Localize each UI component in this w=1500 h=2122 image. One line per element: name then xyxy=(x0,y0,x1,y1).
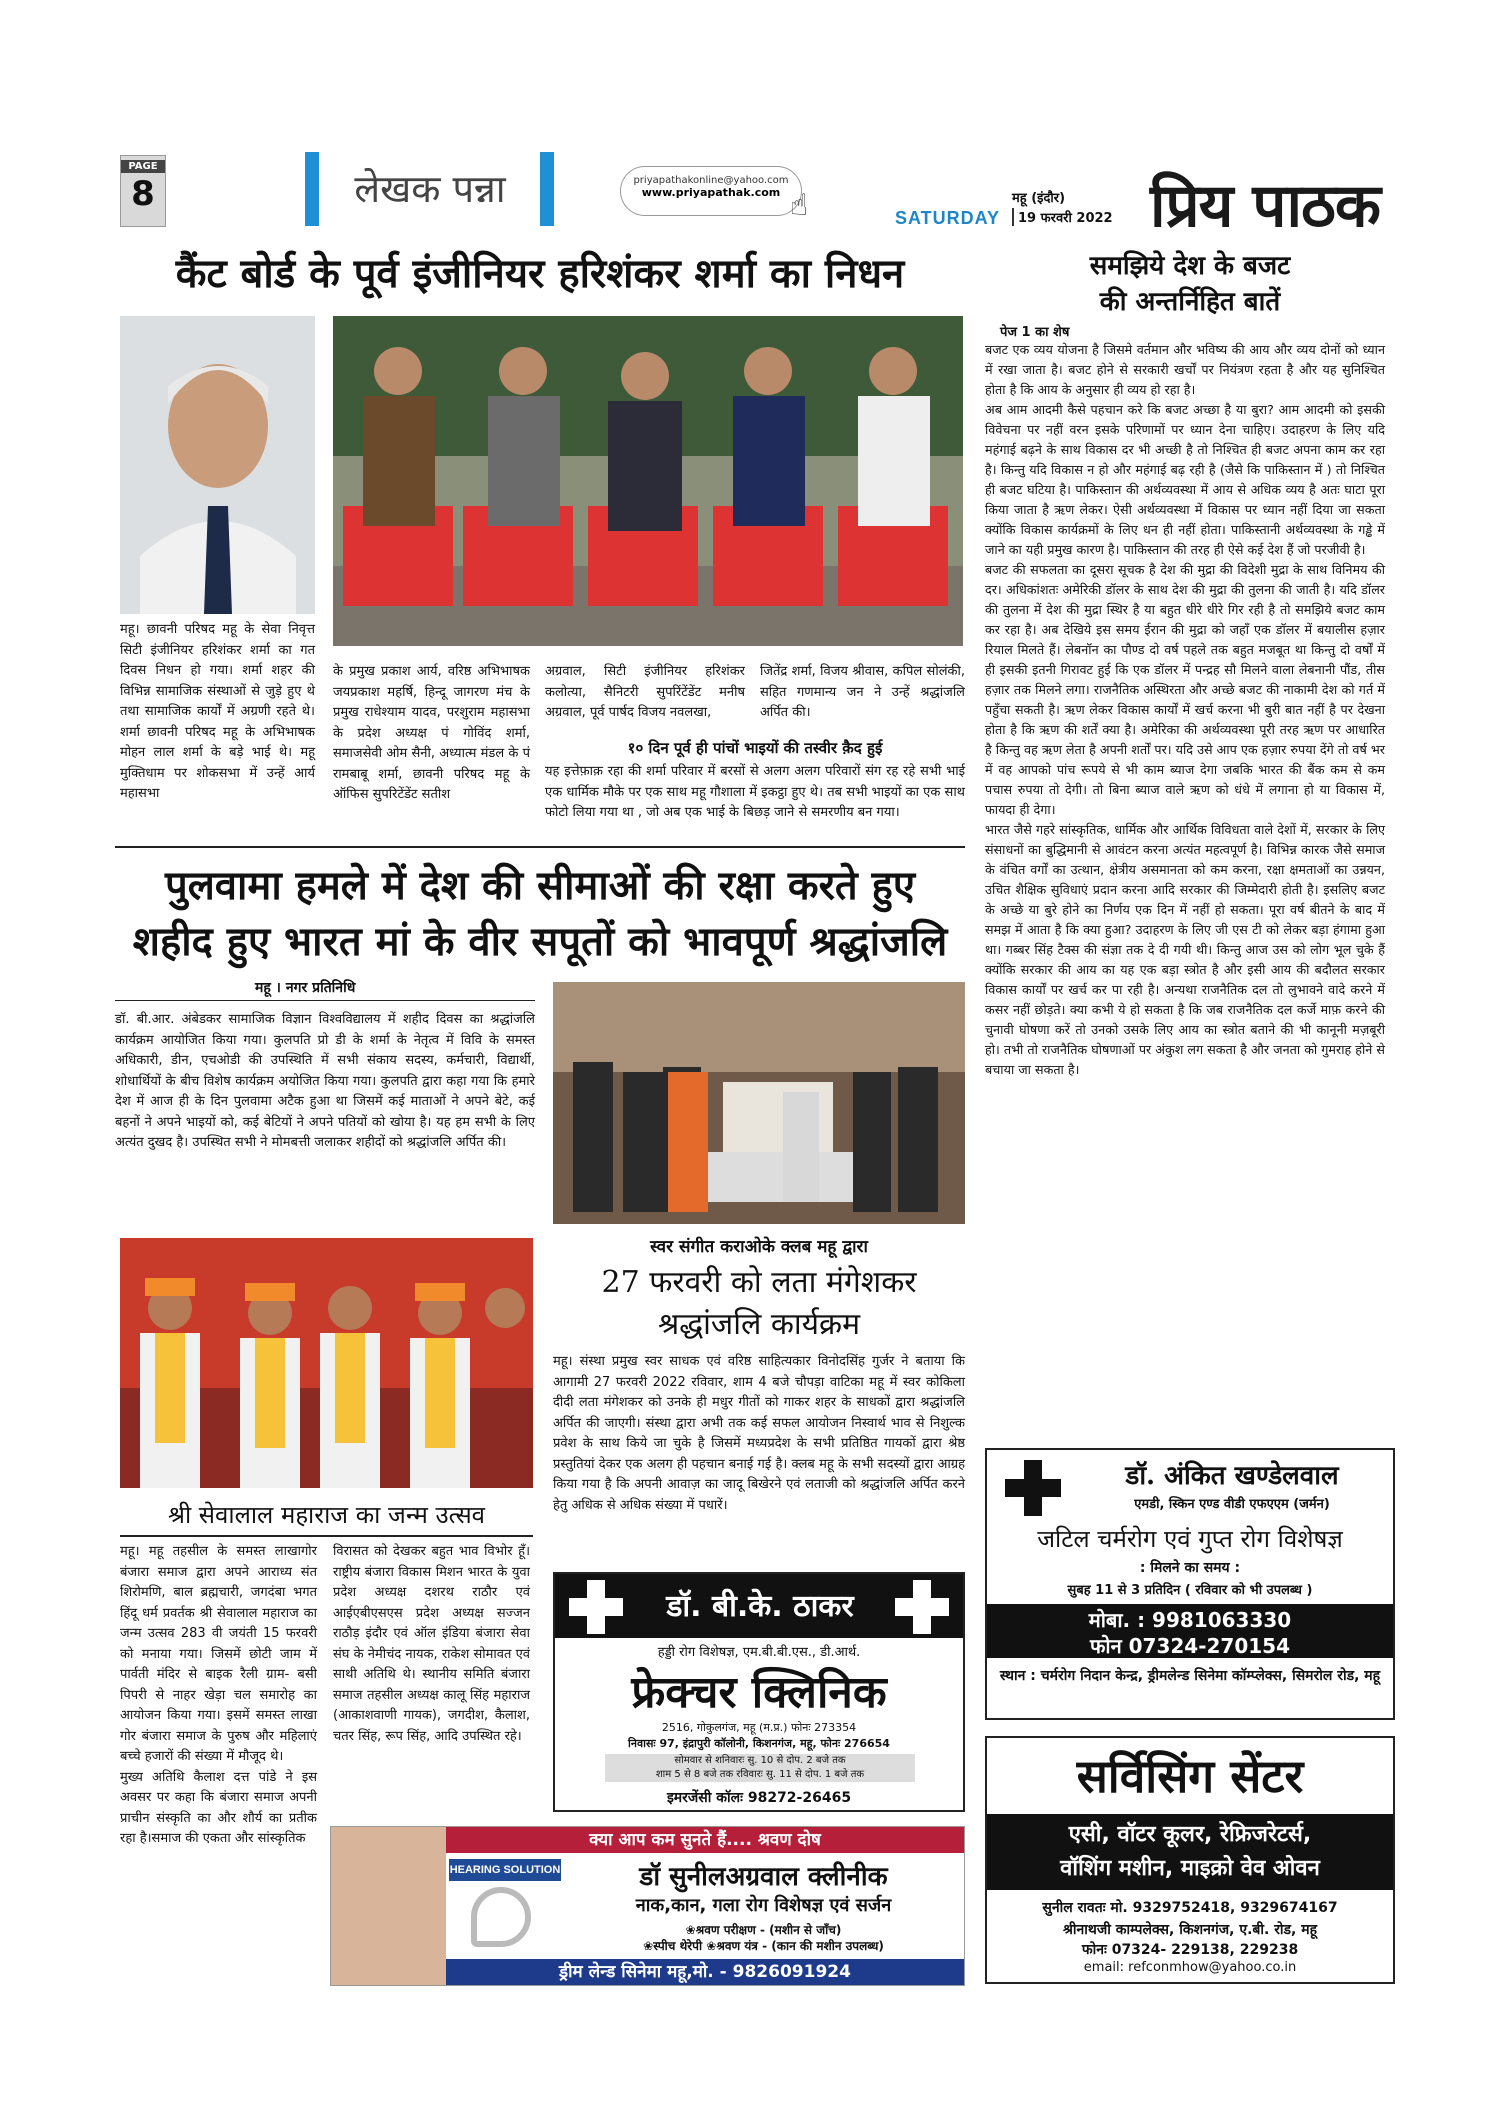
ent-specialty: नाक,कान, गला रोग विशेषज्ञ एवं सर्जन xyxy=(635,1895,892,1916)
service-address: श्रीनाथजी काम्पलेक्स, किशनगंज, ए.बी. रोड, महू xyxy=(1062,1922,1318,1938)
fracture-degrees: हड्डी रोग विशेषज्ञ, एम.बी.बी.एस., डी.आर्थ. xyxy=(657,1645,861,1660)
derm-address: स्थान : चर्मरोग निदान केन्द्र, ड्रीमलेन्ड सिनेमा कॉम्प्लेक्स, सिमरोल रोड, महू xyxy=(999,1668,1381,1684)
right-bracket xyxy=(540,152,554,226)
fracture-hours xyxy=(605,1754,915,1782)
fracture-hours2: शाम 5 से 8 बजे तक रविवारः सु. 11 से दोप. 1 बजे तक xyxy=(655,1769,865,1780)
story3-headline-line1: 27 फरवरी को लता मंगेशकर xyxy=(601,1265,917,1300)
page-label: PAGE xyxy=(121,160,165,173)
story1-subtext: यह इत्तेफ़ाक़ रहा की शर्मा परिवार में बरसों से अलग अलग परिवारों संग रह रहे सभी भाई एक धार्मिक मौके पर एक साथ महू गौशाला में इकट्ठा हुए थे। तब सभी भाइयों का एक साथ फोटो लिया गया था , जो अब एक भाई के बिछड़ जाने से समरणीय बन गया। xyxy=(545,764,965,820)
page-badge xyxy=(120,155,166,227)
hearing-solution-label: HEARING SOLUTION xyxy=(449,1859,561,1881)
ent-address: ड्रीम लेन्ड सिनेमा महू,मो. - 9826091924 xyxy=(446,1959,964,1985)
story3-kicker: स्वर संगीत कराओके क्लब महू द्वारा xyxy=(650,1237,868,1257)
story4-col1: महू। महू तहसील के समस्त लाखागोर बंजारा समाज द्वारा अपने आराध्य संत शिरोमणि, बाल ब्रह्मचारी, जगदंबा भगत हिंदू धर्म प्रवर्तक श्री सेवालाल महाराज का जन्म उत्सव 283 वी जयंती 15 फरवरी को मनाया गया। जिसमें छोटी जाम में पार्वती मंदिर से बाइक रैली ग्राम- बसी पिपरी से नाहर खेड़ा चल समारोह का आयोजन किया गया। इसमें समस्त लाखा गोर बंजारा समाज के पुरुष और महिलाएं बच्चे हजारों की संख्या में मौजूद थे। मुख्य अतिथि कैलाश दत्त पांडे ने इस अवसर पर कहा कि बंजारा समाज अपनी प्राचीन संस्कृति का और शौर्य का प्रतीक रहा है।समाज की एकता और सांस्कृतिक xyxy=(120,1544,317,1846)
derm-timing-label: : मिलने का समय : xyxy=(1139,1560,1241,1576)
ear-image xyxy=(331,1827,446,1985)
medical-cross-icon xyxy=(1005,1460,1061,1516)
story2-body: डॉ. बी.आर. अंबेडकर सामाजिक विज्ञान विश्वविद्यालय में शहीद दिवस का श्रद्धांजलि कार्यक्रम आयोजित किया गया। कुलपति प्रो डी के शर्मा के नेतृत्व में विवि के समस्त अधिकारी, डीन, एचओडी की उपस्थिति में सभी संकाय सदस्य, कर्मचारी, विद्यार्थी, शोधार्थियों के बीच विशेष कार्यक्रम अयोजित किया गया। कुलपति द्वारा कहा गया कि हमारे देश में आज ही के दिन पुलवामा अटैक हुआ था जिसमें कई माताओं ने अपने बेटे, कई बहनों ने अपने भाइयों को, कई बेटियों ने अपने पतियों को खोया है। यह हम सभी के लिए अत्यंत दुखद है। उपस्थित सभी ने मोमबत्ती जलाकर शहीदों को श्रद्धांजलि अर्पित की। xyxy=(115,1012,535,1150)
medical-cross-icon xyxy=(895,1580,949,1634)
derm-mobile: मोबा. : 9981063330 xyxy=(1088,1608,1292,1632)
fracture-hours1: सोमवार से शनिवारः सु. 10 से दोप. 2 बजे तक xyxy=(674,1755,846,1766)
story3-headline xyxy=(553,1262,965,1346)
derm-phone: फोन 07324-270154 xyxy=(1089,1634,1291,1658)
derm-doctor: डॉ. अंकित खण्डेलवाल xyxy=(1125,1461,1339,1491)
pulwama-photo xyxy=(553,982,965,1224)
masthead: प्रिय पाठक xyxy=(1150,171,1380,241)
page-number: 8 xyxy=(131,174,155,214)
fracture-emergency: इमरजेंसी कॉलः 98272-26465 xyxy=(666,1790,852,1806)
derm-clinic-ad xyxy=(985,1448,1395,1720)
web-contact[interactable] xyxy=(620,166,802,216)
ent-clinic-ad xyxy=(330,1826,965,1986)
derm-timing: सुबह 11 से 3 प्रतिदिन ( रविवार को भी उपलब्ध ) xyxy=(1067,1583,1313,1598)
pointer-hand-icon: ☝ xyxy=(790,188,809,223)
story1-col3: अग्रवाल, सिटी इंजीनियर हरिशंकर कलोत्या, सैनिटरी सुपरिंटेंडेंट मनीष अग्रवाल, पूर्व पार्षद विजय नवलखा, xyxy=(545,664,745,720)
service-phone: फोनः 07324- 229138, 229238 xyxy=(1081,1942,1299,1958)
story1-col1: महू। छावनी परिषद महू के सेवा निवृत्त सिटी इंजीनियर हरिशंकर शर्मा का गत दिवस निधन हो गया। शर्मा शहर की विभिन्न सामाजिक संस्थाओं से जुड़े हुए थे तथा सामाजिक कार्यों में अग्रणी रहते थे। शर्मा छावनी परिषद महू के अभिभाषक मोहन लाल शर्मा के बड़े भाई थे। महू मुक्तिधाम पर शोकसभा में उन्हें आर्य महासभा xyxy=(120,622,315,801)
story4-headline: श्री सेवालाल महाराज का जन्म उत्सव xyxy=(120,1498,533,1537)
ent-doctor: डॉ सुनीलअग्रवाल क्लीनीक xyxy=(639,1862,888,1892)
service-contact: सुनील रावतः मो. 9329752418, 9329674167 xyxy=(1042,1900,1338,1916)
fracture-clinic-ad xyxy=(553,1572,965,1812)
story1-col4: जितेंद्र शर्मा, विजय श्रीवास, कपिल सोलंकी, सहित गणमान्य जन ने उन्हें श्रद्धांजलि अर्पित की। xyxy=(760,664,965,720)
story1-headline: कैंट बोर्ड के पूर्व इंजीनियर हरिशंकर शर्मा का निधन xyxy=(175,250,905,297)
fracture-doctor: डॉ. बी.के. ठाकर xyxy=(666,1589,854,1624)
left-bracket xyxy=(305,152,319,226)
ent-service1: ❀श्रवण परीक्षण - (मशीन से जाँच) xyxy=(685,1923,842,1937)
story2-headline-line2: शहीद हुए भारत मां के वीर सपूतों को भावपूर्ण श्रद्धांजलि xyxy=(132,918,948,965)
service-line1: एसी, वॉटर कूलर, रेफ्रिजरेटर्स, xyxy=(1068,1822,1312,1847)
budget-headline xyxy=(1000,248,1380,320)
hearing-aid-icon xyxy=(471,1887,531,1947)
story4-col2: विरासत को देखकर बहुत भाव विभोर हूँ। राष्ट्रीय बंजारा विकास मिशन भारत के युवा प्रदेश अध्यक्ष दशरथ राठौर एवं आईएबीएसएस प्रदेश अध्यक्ष सज्जन राठौड़ इंदौर एवं ऑल इंडिया बंजारा सेवा संघ के नेमीचंद नायक, राकेश सोमावत एवं साथी अतिथि थे। स्थानीय समिति बंजारा समाज तहसील अध्यक्ष कालू सिंह महाराज (आकाशवाणी गायक), जगदीश, कैलाश, चतर सिंह, रूप सिंह, आदि उपस्थित रहे। xyxy=(333,1544,530,1744)
derm-degrees: एमडी, स्किन एण्ड वीडी एफएएम (जर्मन) xyxy=(1134,1497,1330,1512)
email-text[interactable]: priyapathakonline@yahoo.com xyxy=(633,175,789,186)
byline-rule xyxy=(115,1000,535,1001)
brothers-photo xyxy=(333,316,963,646)
website-text[interactable]: www.priyapathak.com xyxy=(641,186,781,199)
portrait-photo xyxy=(120,316,315,614)
story2-byline: महू । नगर प्रतिनिधि xyxy=(255,980,356,996)
servicing-center-ad xyxy=(985,1736,1395,1984)
section-title: लेखक पन्ना xyxy=(354,167,506,211)
divider xyxy=(115,846,965,848)
service-title: सर्विसिंग सेंटर xyxy=(1076,1749,1304,1803)
medical-cross-icon xyxy=(569,1580,623,1634)
story2-headline xyxy=(115,858,965,970)
sevalal-photo xyxy=(120,1238,533,1488)
story1-col2: के प्रमुख प्रकाश आर्य, वरिष्ठ अभिभाषक जयप्रकाश महर्षि, हिन्दू जागरण मंच के प्रमुख राधेश्याम यादव, परशुराम महासभा के प्रदेश अध्यक्ष पं गोविंद शर्मा, समाजसेवी ओम सैनी, अध्यात्म मंडल के पं रामबाबू शर्मा, छावनी परिषद महू के ऑफिस सुपरिटेंडेंट सतीश xyxy=(333,664,530,802)
budget-headline-line2: की अन्तर्निहित बातें xyxy=(1099,287,1281,317)
budget-continued: पेज 1 का शेष xyxy=(1000,325,1070,340)
budget-body: बजट एक व्यय योजना है जिसमे वर्तमान और भविष्य की आय और व्यय दोनों को ध्यान में रखा जाता है। बजट होने से सरकारी खर्चों पर नियंत्रण रहता है और यह सुनिश्चित होता है कि आय के अनुसार ही व्यय हो रहा है। अब आम आदमी कैसे पहचान करे कि बजट अच्छा है या बुरा? आम आदमी को इसकी विवेचना पर नहीं वरन इसके परिणामों पर ध्यान देना चाहिए। उदाहरण के लिए यदि महंगाई बढ़ने के साथ विकास दर भी अच्छी है तो निश्चित ही बजट अपना काम कर रहा है। किन्तु यदि विकास न हो और महंगाई बढ़ रही है (जैसे कि पाकिस्तान में ) तो निश्चित ही बजट घटिया है। पाकिस्तान की अर्थव्यवस्था में आय से अधिक व्यय है अतः घाटा पूरा किया जाता है ऋण लेकर। ऐसी अर्थव्यवस्था में विकास पर ध्यान नहीं दिया जा सकता क्योंकि विकास कार्यक्रमों के लिए धन ही नहीं होता। पाकिस्तानी अर्थव्यवस्था के गड्ढे में जाने का यही प्रमुख कारण है। पाकिस्तान की तरह ही ऐसे कई देश हैं जो परजीवी है। बजट की सफलता का दूसरा सूचक है देश की मुद्रा की विदेशी मुद्रा के साथ विनिमय की दर। अधिकांशतः अमेरिकी डॉलर के साथ देश की मुद्रा की तुलना की जाती है। यदि डॉलर की तुलना में देश की मुद्रा स्थिर है या बहुत धीरे धीरे गिर रही है तो समझिये बजट काम कर रहा है। अब देखिये इस समय ईरान की मुद्रा को जहाँ एक डॉलर में बयालीस हज़ार रियाल मिलते हैं। लेबनॉन का पौण्ड दो वर्ष पहले तक बहुत मजबूत था किन्तु दो वर्षों में ही इसकी इतनी गिरावट हुई कि एक डॉलर में पन्द्रह सौ मिलने वाला लेबनानी पौंड, तीस हज़ार तक मिलने लगा। राजनैतिक अस्थिरता और अच्छे बजट की नाकामी देश को गर्त में पहुँचा सकती है। ऋण लेकर विकास कार्यों में खर्च करना भी बुरी बात नहीं है पर देखना होता है कि ऋण की शर्तें क्या है। अमेरिका की अर्थव्यवस्था पूरी तरह ऋण पर आधारित है किन्तु वह ऋण लेता है अपनी शर्तों पर। यदि उसे आप एक हज़ार रुपया देंगे तो वर्ष भर में वह आपको पांच रूपये से भी काम ब्याज देगा जबकि भारत की बैंक कम से कम पचास रुपया तो देगी। तो बिना ब्याज वाले ऋण को धंधे में लगाना हो या विकास में, फायदा ही देगा। भारत जैसे गहरे सांस्कृतिक, धार्मिक और आर्थिक विविधता वाले देशों में, सरकार के लिए संसाधनों का बुद्धिमानी से आवंटन करना अत्यंत महत्वपूर्ण है। विभिन्न कारक जैसे समाज के वंचित वर्गों का उत्थान, क्षेत्रीय असमानता को कम करना, रक्षा क्षमताओं का उन्नयन, उचित शैक्षिक सुविधाएं प्रदान करना आदि सरकार की जिम्मेदारी होती है। इसलिए बजट के अच्छे या बुरे होने का निर्णय एक दिन में नहीं हो सकता। पूरा वर्ष बीतने के बाद में समझ में आता है कि क्या हुआ? उदाहरण के लिए जी एस टी को लेकर बड़ा हंगामा हुआ था। गब्बर सिंह टैक्स की संज्ञा तक दे दी गयी थी। किन्तु आज उस को लोग भूल चुके हैं क्योंकि सरकार की आय का यह एक बड़ा स्त्रोत है और इसी आय की बदौलत सरकार विकास कार्यों पर खर्च कर पा रही है। अन्यथा राजनैतिक दल तो लुभावने वादे करने में कसर नहीं छोड़ते। क्या कभी ये हो सकता है कि जब राजनैतिक दल कर्जे माफ़ करने की चुनावी घोषणा करें तो उनको उसके लिए आय का स्त्रोत बताने की भी कानूनी मज़बूरी हो। तभी तो राजनैतिक घोषणाओं पर अंकुश लग सकता है और जनता को गुमराह होने से बचाया जा सकता है। xyxy=(985,342,1385,1077)
ent-service2: ❀स्पीच थेरेपी ❀श्रवण यंत्र - (कान की मशीन उपलब्ध) xyxy=(643,1939,884,1953)
fracture-clinic-name: फ्रेक्चर क्लिनिक xyxy=(631,1667,887,1718)
budget-headline-line1: समझिये देश के बजट xyxy=(1089,251,1291,281)
service-line2: वॉशिंग मशीन, माइक्रो वेव ओवन xyxy=(1060,1856,1320,1881)
story1-subhead: १० दिन पूर्व ही पांचों भाइयों की तस्वीर क़ैद हुई xyxy=(627,739,883,757)
ent-tagline: क्या आप कम सुनते हैं.... श्रवण दोष xyxy=(446,1827,964,1853)
place: महू (इंदौर) xyxy=(1012,191,1066,206)
service-email[interactable]: email: refconmhow@yahoo.co.in xyxy=(1083,1960,1297,1975)
date: 19 फरवरी 2022 xyxy=(1012,208,1113,226)
derm-specialty: जटिल चर्मरोग एवं गुप्त रोग विशेषज्ञ xyxy=(1037,1525,1343,1553)
story3-headline-line2: श्रद्धांजलि कार्यक्रम xyxy=(657,1307,861,1342)
day-name: SATURDAY xyxy=(895,208,1001,228)
story2-headline-line1: पुलवामा हमले में देश की सीमाओं की रक्षा करते हुए xyxy=(164,862,916,909)
story3-body: महू। संस्था प्रमुख स्वर साधक एवं वरिष्ठ साहित्यकार विनोदसिंह गुर्जर ने बताया कि आगामी 27 फरवरी 2022 रविवार, शाम 4 बजे चौपड़ा वाटिका महू में स्वर कोकिला दीदी लता मंगेशकर को उनके ही मधुर गीतों को गाकर शहर के साधकों द्वारा श्रद्धांजलि अर्पित की जाएगी। संस्था द्वारा अभी तक कई सफल आयोजन निस्वार्थ भाव से निशुल्क प्रवेश के साथ किये जा चुके है जिसमें मध्यप्रदेश के सभी प्रतिष्ठित गायकों द्वारा श्रेष्ठ प्रस्तुतियां देकर एक अलग ही पहचान बनाई गई है। क्लब महू के सभी सदस्यों द्वारा आग्रह किया गया है कि अपनी आवाज़ का जादू बिखेरने एवं लताजी को श्रद्धांजलि अर्पित करने हेतु अधिक से अधिक संख्या में पधारें। xyxy=(553,1354,965,1513)
fracture-addr1: 2516, गोकुलगंज, महू (म.प्र.) फोनः 273354 xyxy=(661,1721,857,1734)
fracture-addr2: निवासः 97, इंद्रापुरी कॉलोनी, किशनगंज, महू, फोनः 276654 xyxy=(628,1737,890,1750)
